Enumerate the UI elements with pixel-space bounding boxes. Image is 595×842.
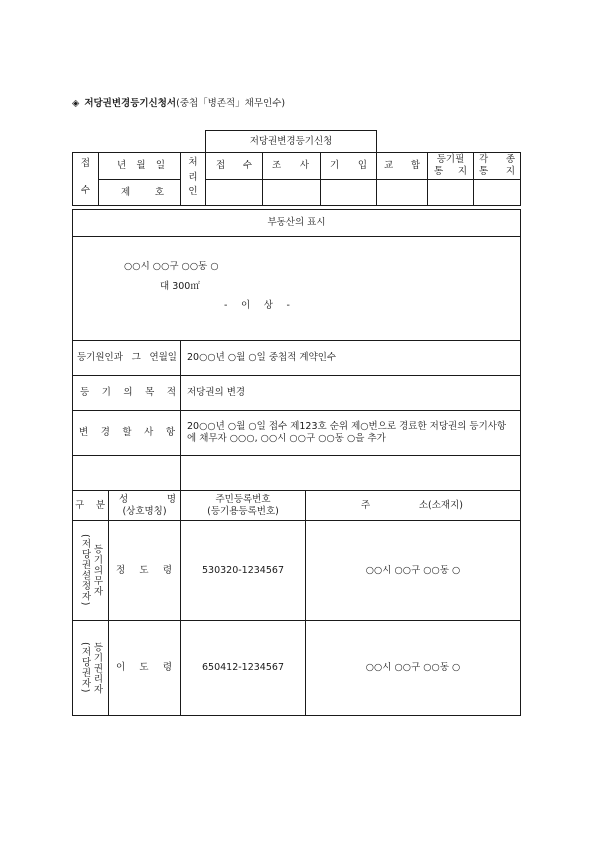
label-part: 령: [162, 662, 172, 673]
party-id-header-cell: [180, 490, 306, 521]
step-various-notice-cell: [473, 152, 521, 180]
receipt-date-cell: [98, 152, 181, 180]
label-part: 교: [384, 160, 394, 171]
label-part: 합: [410, 160, 420, 171]
property-address: ○○시 ○○구 ○○동 ○: [124, 261, 219, 272]
label-part: 제: [121, 186, 131, 198]
field-change-value: 20○○년 ○월 ○일 접수 제123호 순위 제○번으로 경료한 저당권의 등기사항에 채무자 ○○○, ○○시 ○○구 ○○동 ○을 추가: [187, 421, 507, 444]
field-cause-label-cell: [72, 340, 181, 376]
document-title: [72, 97, 285, 111]
blank-value-cell: [180, 455, 521, 491]
party-address-header: [306, 500, 520, 512]
receipt-number-cell: [98, 179, 181, 206]
party-category-header-cell: [72, 490, 109, 521]
field-change-label-cell: [72, 410, 181, 456]
handler-label: [188, 153, 197, 205]
step-entry-label: [321, 160, 376, 172]
property-header-cell: [72, 209, 521, 237]
party-obligee-id-cell: [180, 620, 306, 716]
party-category-header: [73, 500, 108, 512]
label-part: 이: [116, 662, 126, 673]
label-part: 목: [145, 387, 155, 398]
field-purpose-value: 저당권의 변경: [187, 387, 246, 398]
label-part: 사: [144, 427, 154, 438]
property-end-mark: [224, 300, 290, 312]
label-part: 명: [166, 493, 176, 505]
party-id-header-line1: 주민등록번호: [215, 493, 271, 505]
receipt-number-label: [99, 187, 180, 199]
label-part: 등기원인과: [77, 352, 123, 363]
blank-label-cell: [72, 455, 181, 491]
label-part: 기: [330, 160, 340, 171]
field-cause-value: 20○○년 ○월 ○일 중첩적 계약인수: [187, 352, 337, 363]
field-cause-label: [73, 352, 180, 364]
field-purpose-value-cell: [180, 375, 521, 411]
label-part: 항: [165, 427, 175, 438]
label-part: 의: [123, 387, 133, 398]
step-completion-notice-line2: [428, 166, 473, 178]
label-part: 처: [188, 157, 198, 168]
label-part: 리: [188, 171, 198, 183]
handler-label-cell: [180, 152, 206, 206]
step-receipt-cell: [205, 152, 263, 180]
diamond-bullet-icon: ◈: [72, 98, 80, 109]
party-obligor-role: [79, 521, 103, 620]
party-obligor-name: [109, 565, 180, 577]
party-obligee-role: [79, 621, 103, 715]
step-various-notice-line2: [474, 166, 520, 178]
label-part: 성: [119, 493, 129, 505]
step-entry-cell: [320, 152, 377, 180]
label-part: 접: [216, 160, 226, 171]
party-name-header-cell: [108, 490, 181, 521]
stamp-box-receipt: [205, 179, 263, 206]
party-obligee-id: 650412-1234567: [201, 662, 284, 673]
party-obligor-role-cell: [72, 520, 109, 621]
label-part: 분: [95, 499, 105, 511]
party-obligor-address: ○○시 ○○구 ○○동 ○: [365, 564, 461, 576]
label-part: 호: [154, 186, 164, 198]
party-name-header-line2: (상호명칭): [122, 505, 167, 517]
step-completion-notice-line1: 등기필: [436, 154, 465, 165]
receipt-label: [81, 153, 90, 205]
party-obligee-address: ○○시 ○○구 ○○동 ○: [365, 662, 461, 673]
receipt-date-label: [99, 160, 180, 172]
label-part: 그: [131, 352, 141, 363]
label-part: 인: [188, 186, 198, 197]
stamp-box-review: [262, 179, 321, 206]
label-part: 정: [116, 564, 126, 576]
party-name-header-line1: [109, 494, 180, 506]
party-address-header-cell: [305, 490, 521, 521]
party-obligee-role-label: 등기권리자: [91, 641, 103, 695]
label-part: 년: [117, 160, 127, 171]
field-purpose-label: [73, 387, 180, 399]
party-obligee-address-cell: [305, 620, 521, 716]
step-review-label: [263, 160, 320, 172]
label-part: 수: [242, 160, 252, 171]
stamp-box-check: [376, 179, 428, 206]
party-obligor-id-cell: [180, 520, 306, 621]
label-part: 도: [139, 662, 149, 673]
stamp-box-various-notice: [473, 179, 521, 206]
property-header: 부동산의 표시: [267, 217, 326, 228]
label-part: 사: [299, 160, 309, 171]
label-part: 이: [241, 300, 251, 311]
label-part: -: [224, 300, 228, 311]
party-obligee-role-cell: [72, 620, 109, 716]
label-part: 구: [75, 499, 85, 511]
label-part: 지: [457, 166, 467, 177]
label-part: 연월일: [149, 352, 177, 363]
label-part: 기: [101, 387, 111, 398]
party-obligee-name-cell: [108, 620, 181, 716]
stamp-box-entry: [320, 179, 377, 206]
step-completion-notice: [428, 154, 473, 178]
field-change-label: [73, 427, 180, 439]
step-various-notice-line1: [474, 154, 520, 166]
step-receipt-label: [206, 160, 262, 172]
party-obligee-role-sub: (저당권자): [79, 642, 91, 694]
property-description-cell: [72, 236, 521, 341]
label-part: 도: [139, 564, 149, 576]
label-part: 월: [136, 160, 146, 171]
label-part: 접: [80, 158, 91, 169]
label-part: 적: [166, 387, 176, 398]
property-land: 대 300㎡: [160, 281, 200, 292]
label-part: 각: [479, 154, 489, 165]
step-check-label: [377, 160, 427, 172]
label-part: 지: [505, 166, 515, 177]
label-part: 수: [80, 185, 91, 196]
label-part: 통: [434, 166, 444, 177]
receipt-label-cell: [72, 152, 99, 206]
party-obligor-name-cell: [108, 520, 181, 621]
label-part: 등: [80, 387, 90, 398]
party-id-header: [181, 494, 305, 518]
receipt-heading-cell: [205, 130, 377, 153]
label-part: 종: [505, 154, 515, 165]
label-part: -: [286, 300, 290, 311]
label-part: 할: [122, 427, 132, 438]
party-id-header-line2: (등기용등록번호): [207, 505, 279, 517]
field-change-value-cell: [180, 410, 521, 456]
step-various-notice: [474, 154, 520, 178]
label-part: 상: [263, 300, 273, 311]
party-name-header: [109, 494, 180, 518]
label-part: 통: [479, 166, 489, 177]
label-part: 소(소재지): [418, 499, 463, 511]
party-obligor-id: 530320-1234567: [201, 564, 284, 576]
label-part: 일: [155, 160, 165, 171]
party-obligee-name: [109, 662, 180, 674]
field-purpose-label-cell: [72, 375, 181, 411]
party-obligor-role-label: 등기의무자: [91, 544, 103, 597]
party-obligor-address-cell: [305, 520, 521, 621]
label-part: 경: [100, 427, 110, 438]
label-part: 조: [272, 160, 282, 171]
field-cause-value-cell: [180, 340, 521, 376]
step-check-cell: [376, 152, 428, 180]
stamp-box-completion-notice: [427, 179, 474, 206]
label-part: 주: [361, 499, 371, 511]
step-review-cell: [262, 152, 321, 180]
receipt-heading: 저당권변경등기신청: [249, 135, 333, 147]
title-main: 저당권변경등기신청서: [84, 98, 177, 109]
label-part: 령: [162, 564, 172, 576]
step-completion-notice-cell: [427, 152, 474, 180]
title-subtitle: (중첩「병존적」채무인수): [176, 98, 286, 109]
party-obligor-role-sub: (저당권설정자): [79, 534, 91, 607]
label-part: 입: [357, 160, 367, 171]
label-part: 변: [79, 427, 89, 438]
